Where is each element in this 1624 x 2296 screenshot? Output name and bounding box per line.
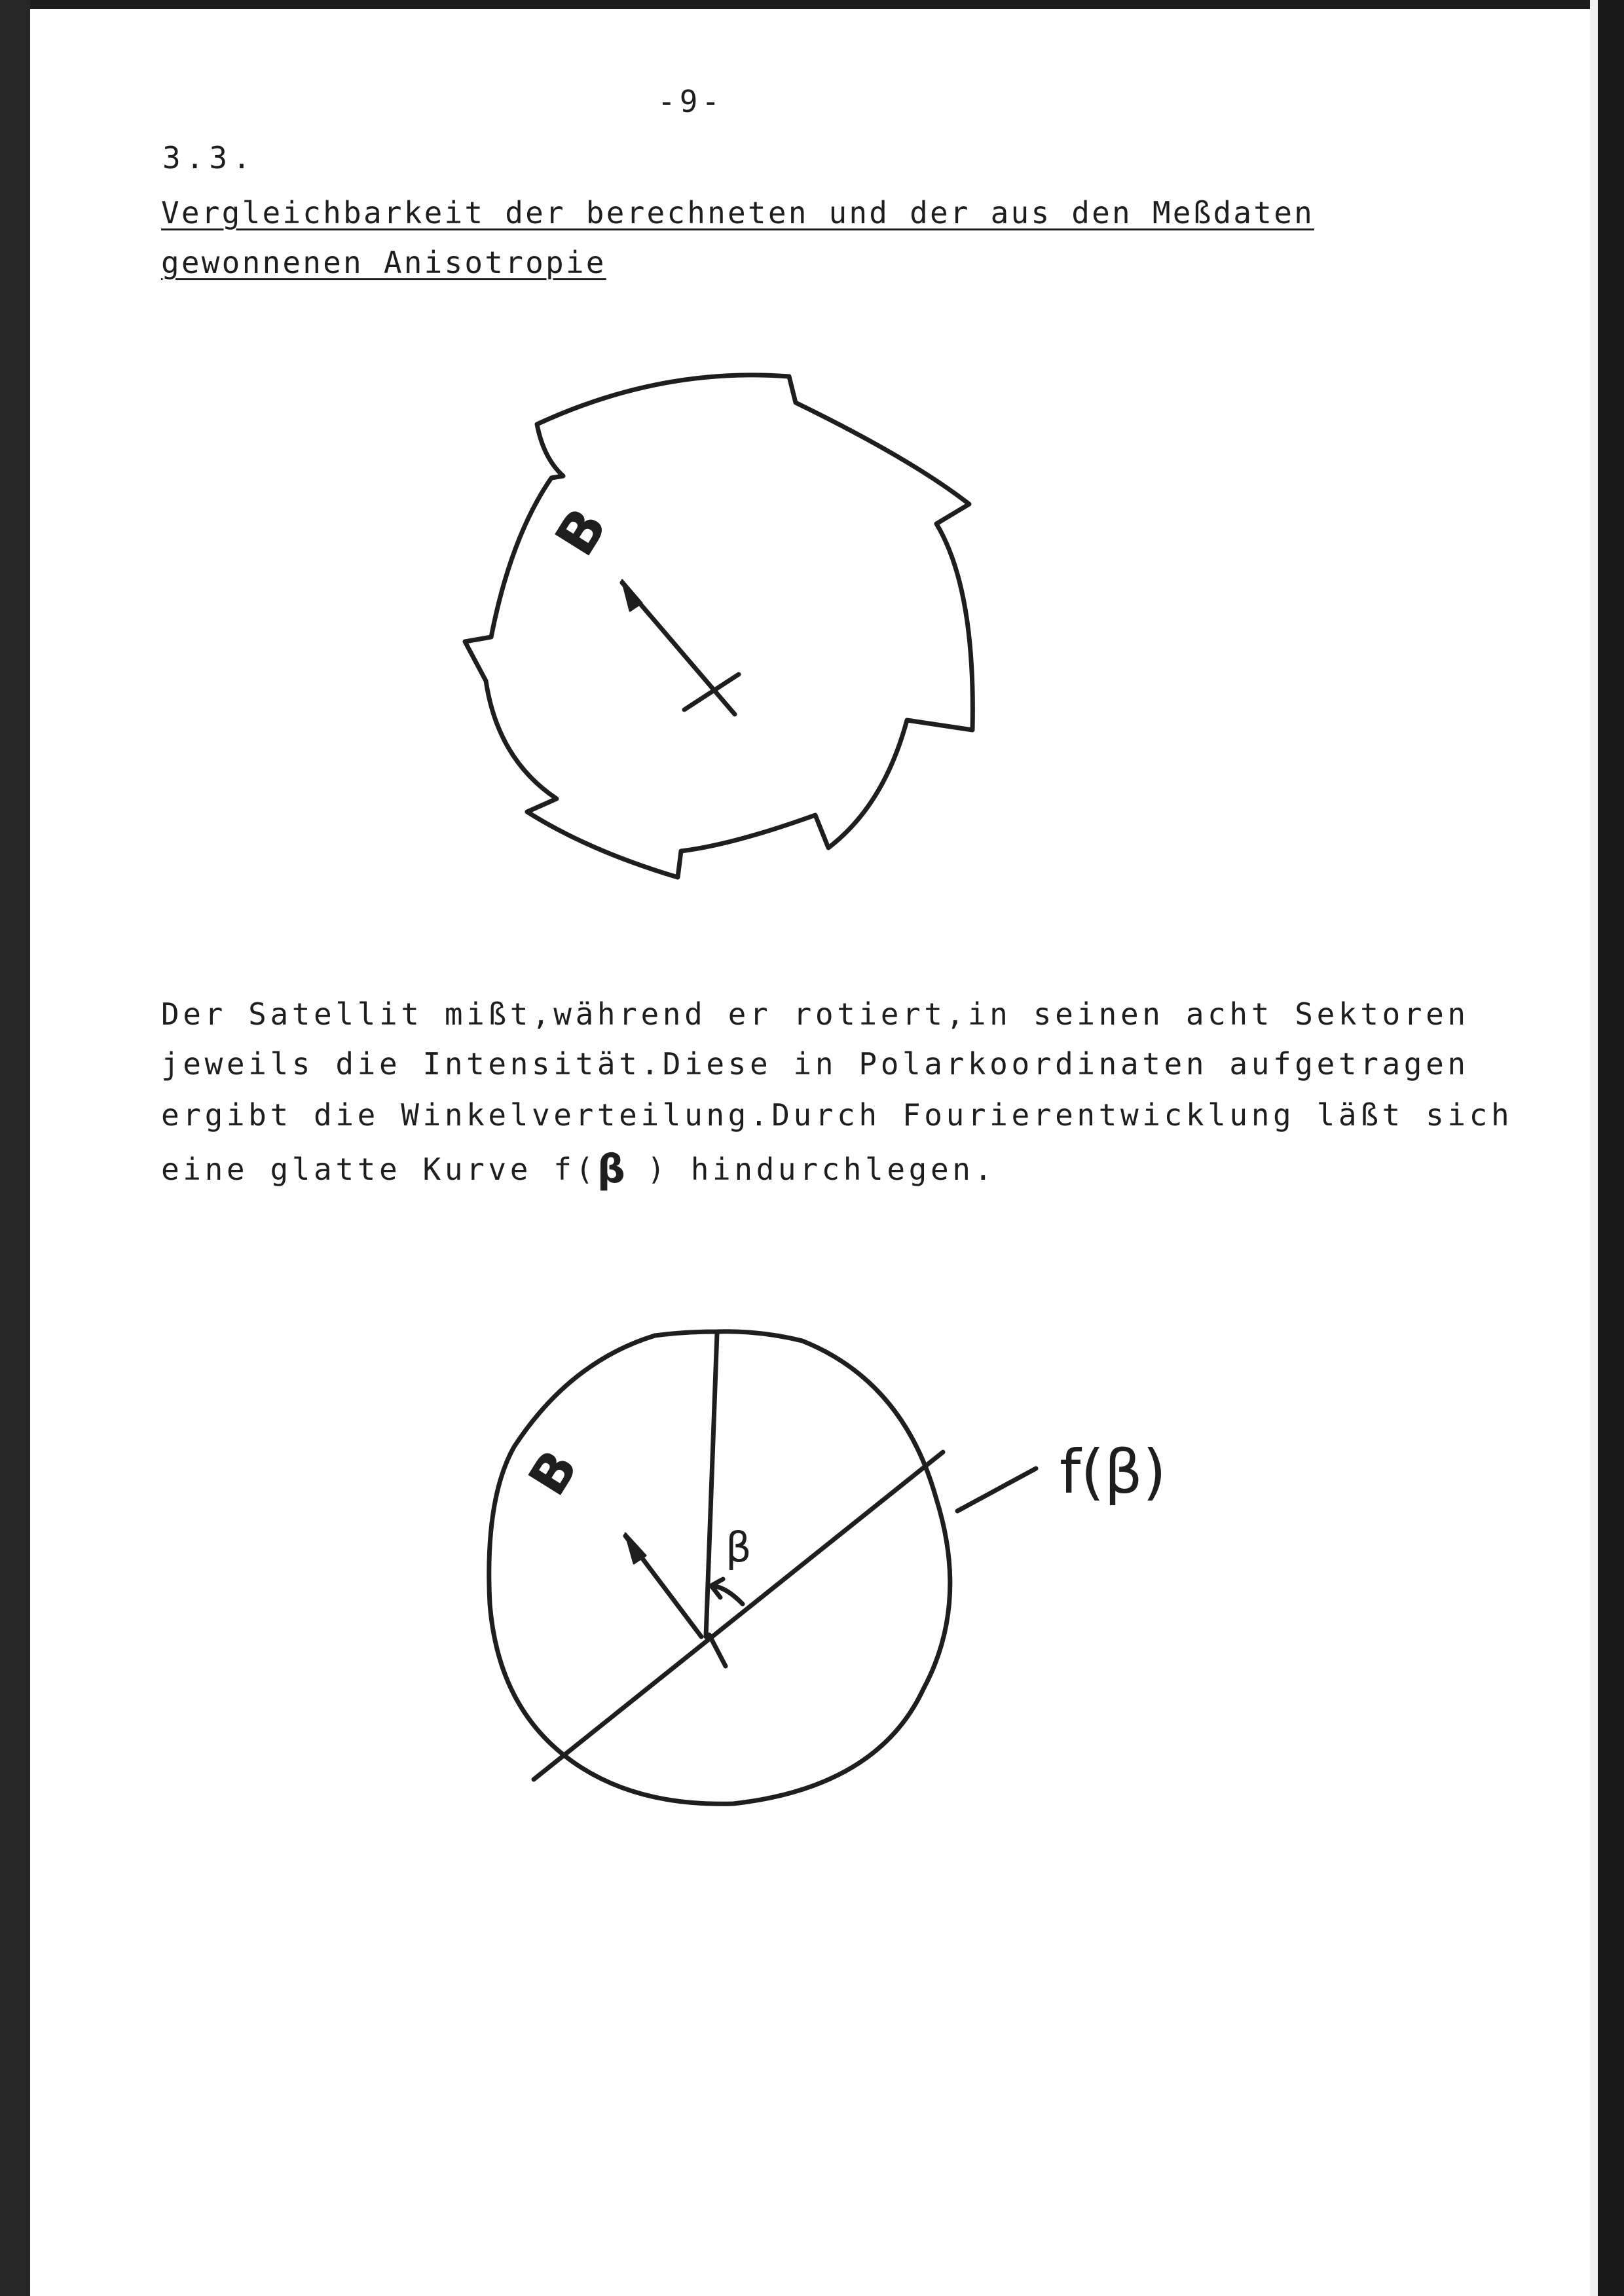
center-cross-line — [684, 674, 739, 710]
section-heading-line-1: Vergleichbarkeit der berechneten und der aus den Meßdaten — [161, 195, 1314, 230]
curve-label: f(β) — [1060, 1437, 1166, 1507]
paragraph-line-1: Der Satellit mißt,während er rotiert,in seinen acht Sektoren — [161, 996, 1469, 1032]
paragraph-line-4 — [161, 1146, 996, 1192]
figure-2-fourier-curve — [489, 1332, 1166, 1804]
paragraph-line-4-start: eine glatte Kurve f( — [161, 1152, 597, 1187]
figure-2-b-label: B — [517, 1440, 590, 1506]
figure-1-sector-distribution — [465, 375, 972, 877]
field-vector-arrowhead — [622, 580, 642, 611]
paragraph-line-4-end: ) hindurchlegen. — [647, 1152, 996, 1187]
diameter-line — [534, 1452, 943, 1779]
figure-1-b-label: B — [542, 497, 619, 567]
paragraph-line-2: jeweils die Intensität.Diese in Polarkoordinaten aufgetragen — [161, 1046, 1469, 1082]
inline-beta-symbol: β — [597, 1146, 625, 1192]
fourier-smooth-curve — [489, 1332, 950, 1804]
section-number: 3.3. — [162, 140, 256, 175]
page-number: -9- — [657, 84, 724, 119]
label-leader-line — [957, 1468, 1036, 1511]
section-heading-line-2: gewonnenen Anisotropie — [161, 245, 606, 280]
paragraph-line-3: ergibt die Winkelverteilung.Durch Fourierentwicklung läßt sich — [161, 1097, 1513, 1133]
beta-angle-label: β — [726, 1523, 752, 1571]
sector-outline — [465, 375, 972, 877]
center-cross-line — [709, 1635, 726, 1666]
